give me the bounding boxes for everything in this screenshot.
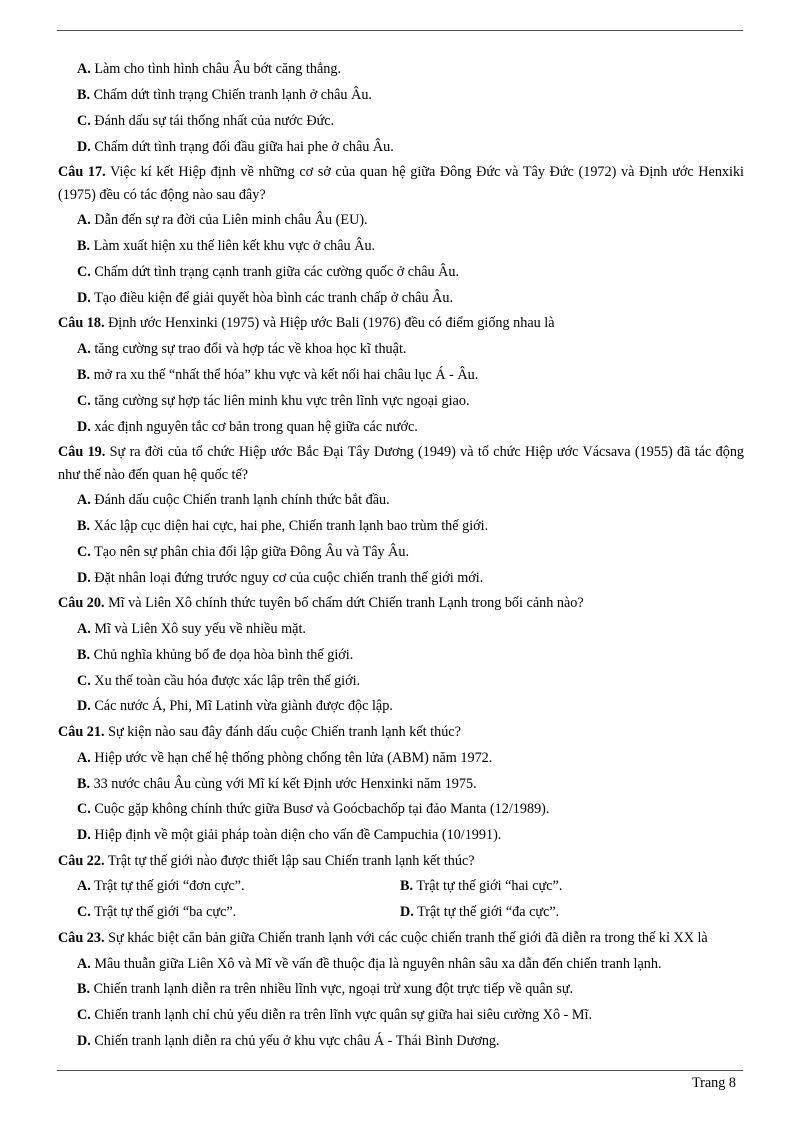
option-20-c[interactable]: C. Xu thế toàn cầu hóa được xác lập trên thế giới.: [77, 672, 361, 689]
option-18-d[interactable]: D. xác định nguyên tắc cơ bản trong quan hệ giữa các nước.: [77, 418, 418, 435]
question-19: [58, 441, 744, 589]
question-17: [58, 161, 744, 309]
option-17-c[interactable]: C. Chấm dứt tình trạng cạnh tranh giữa các cường quốc ở châu Âu.: [77, 264, 460, 281]
question-18: [58, 312, 744, 438]
option-20-b[interactable]: B. Chủ nghĩa khủng bố đe dọa hòa bình thế giới.: [77, 646, 354, 663]
option-23-a[interactable]: A. Mâu thuẫn giữa Liên Xô và Mĩ về vấn đề thuộc địa là nguyên nhân sâu xa dẫn đến chiến tranh lạnh.: [77, 955, 662, 972]
option-18-c[interactable]: C. tăng cường sự hợp tác liên minh khu vực trên lĩnh vực ngoại giao.: [77, 392, 470, 409]
option-23-d[interactable]: D. Chiến tranh lạnh diễn ra chủ yếu ở khu vực châu Á - Thái Bình Dương.: [77, 1032, 500, 1049]
option-20-a[interactable]: A. Mĩ và Liên Xô suy yếu về nhiều mặt.: [77, 621, 306, 638]
question-19-stem: Câu 19. Sự ra đời của tổ chức Hiệp ước Bắc Đại Tây Dương (1949) và tổ chức Hiệp ước Vácsava (1955) đã tác động như thế nào đến quan hệ quốc tế?: [58, 444, 745, 483]
option-16-d[interactable]: D. Chấm dứt tình trạng đối đầu giữa hai phe ở châu Âu.: [77, 138, 394, 155]
question-22-options-grid: [58, 872, 744, 924]
question-22: [58, 850, 744, 924]
question-16-options: [58, 58, 744, 158]
option-17-b[interactable]: B. Làm xuất hiện xu thế liên kết khu vực ở châu Âu.: [77, 238, 376, 255]
option-21-a[interactable]: A. Hiệp ước về hạn chế hệ thống phòng chống tên lửa (ABM) năm 1972.: [77, 749, 493, 766]
option-17-d[interactable]: D. Tạo điều kiện để giải quyết hòa bình các tranh chấp ở châu Âu.: [77, 289, 454, 306]
option-22-c[interactable]: C. Trật tự thế giới “ba cực”.: [77, 904, 237, 921]
option-20-d[interactable]: D. Các nước Á, Phi, Mĩ Latinh vừa giành được độc lập.: [77, 698, 393, 715]
question-23-stem: Câu 23. Sự khác biệt căn bản giữa Chiến tranh lạnh với các cuộc chiến tranh thế giới đã diễn ra trong thế kỉ XX là: [58, 929, 708, 946]
option-19-c[interactable]: C. Tạo nên sự phân chia đối lập giữa Đông Âu và Tây Âu.: [77, 543, 410, 560]
option-19-a[interactable]: A. Đánh dấu cuộc Chiến tranh lạnh chính thức bắt đầu.: [77, 492, 390, 509]
footer-rule: [57, 1070, 743, 1071]
page-number: Trang 8: [691, 1075, 736, 1091]
question-21: [58, 721, 744, 847]
option-22-b[interactable]: B. Trật tự thế giới “hai cực”.: [400, 878, 563, 895]
option-18-b[interactable]: B. mở ra xu thế “nhất thể hóa” khu vực và kết nối hai châu lục Á - Âu.: [77, 366, 479, 383]
question-21-stem: Câu 21. Sự kiện nào sau đây đánh dấu cuộc Chiến tranh lạnh kết thúc?: [58, 723, 461, 740]
option-16-a[interactable]: A. Làm cho tình hình châu Âu bớt căng thẳng.: [77, 61, 342, 78]
question-22-stem: Câu 22. Trật tự thế giới nào được thiết lập sau Chiến tranh lạnh kết thúc?: [58, 852, 475, 869]
option-17-a[interactable]: A. Dẫn đến sự ra đời của Liên minh châu Âu (EU).: [77, 212, 368, 229]
option-21-b[interactable]: B. 33 nước châu Âu cùng với Mĩ kí kết Định ước Henxinki năm 1975.: [77, 775, 477, 792]
option-23-b[interactable]: B. Chiến tranh lạnh diễn ra trên nhiều lĩnh vực, ngoại trừ xung đột trực tiếp về quân sự.: [77, 981, 574, 998]
option-18-a[interactable]: A. tăng cường sự trao đổi và hợp tác về khoa học kĩ thuật.: [77, 341, 407, 358]
option-21-c[interactable]: C. Cuộc gặp không chính thức giữa Busơ và Goócbachốp tại đảo Manta (12/1989).: [77, 801, 550, 818]
question-20-stem: Câu 20. Mĩ và Liên Xô chính thức tuyên bố chấm dứt Chiến tranh Lạnh trong bối cảnh nào?: [58, 595, 584, 612]
option-16-b[interactable]: B. Chấm dứt tình trạng Chiến tranh lạnh ở châu Âu.: [77, 87, 372, 104]
option-19-b[interactable]: B. Xác lập cục diện hai cực, hai phe, Chiến tranh lạnh bao trùm thế giới.: [77, 518, 489, 535]
option-23-c[interactable]: C. Chiến tranh lạnh chỉ chủ yếu diễn ra trên lĩnh vực quân sự giữa hai siêu cường Xô - Mĩ.: [77, 1007, 593, 1024]
option-16-c[interactable]: C. Đánh dấu sự tái thống nhất của nước Đức.: [77, 112, 335, 129]
page-content: [58, 55, 744, 1052]
question-17-stem: Câu 17. Việc kí kết Hiệp định về những cơ sở của quan hệ giữa Đông Đức và Tây Đức (1972) và Định ước Henxiki (1975) đều có tác động nào sau đây?: [58, 164, 744, 203]
header-rule: [57, 30, 743, 31]
question-20: [58, 592, 744, 718]
option-19-d[interactable]: D. Đặt nhân loại đứng trước nguy cơ của cuộc chiến tranh thế giới mới.: [77, 569, 484, 586]
question-18-stem: Câu 18. Định ước Henxinki (1975) và Hiệp ước Bali (1976) đều có điểm giống nhau là: [58, 315, 555, 332]
option-22-d[interactable]: D. Trật tự thế giới “đa cực”.: [400, 904, 560, 921]
question-23: [58, 927, 744, 1053]
option-21-d[interactable]: D. Hiệp định về một giải pháp toàn diện cho vấn đề Campuchia (10/1991).: [77, 827, 502, 844]
option-22-a[interactable]: A. Trật tự thế giới “đơn cực”.: [77, 878, 245, 895]
